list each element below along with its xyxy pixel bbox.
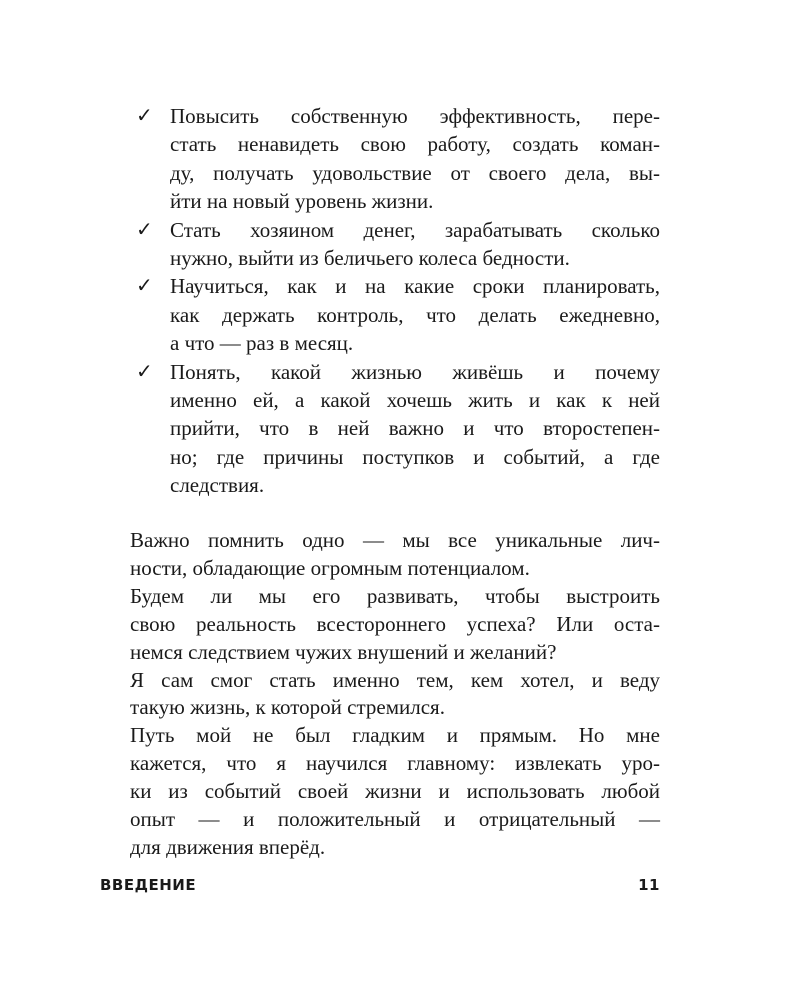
bullet-text-line: следствия.: [170, 473, 265, 498]
bullet-text-line: прийти, что в ней важно и что второстепен-: [170, 416, 660, 441]
paragraph-line: ности, обладающие огромным потенциалом.: [130, 555, 530, 580]
bullet-text-line: стать ненавидеть свою работу, создать коман-: [170, 132, 660, 157]
check-icon: ✓: [136, 105, 153, 127]
paragraph-line: Путь мой не был гладким и прямым. Но мне: [130, 723, 660, 748]
paragraph-line: свою реальность всестороннего успеха? Или оста-: [130, 611, 660, 636]
bullet-text-line: Стать хозяином денег, зарабатывать сколько: [170, 217, 660, 242]
bullet-text-line: именно ей, а какой хочешь жить и как к ней: [170, 388, 660, 412]
paragraph-line: опыт — и положительный и отрицательный —: [130, 807, 660, 831]
paragraph-line: Важно помнить одно — мы все уникальные лич-: [130, 528, 660, 552]
bullet-text-line: как держать контроль, что делать ежедневно,: [170, 302, 660, 327]
paragraph-line: немся следствием чужих внушений и желаний?: [130, 639, 557, 664]
paragraph-line: такую жизнь, к которой стремился.: [130, 695, 445, 720]
running-footer-section: ВВЕДЕНИЕ: [100, 876, 197, 894]
check-icon: ✓: [136, 360, 153, 383]
check-icon: ✓: [136, 275, 153, 298]
bullet-text-line: ду, получать удовольствие от своего дела, вы-: [170, 160, 660, 185]
paragraph-line: Будем ли мы его развивать, чтобы выстроить: [130, 583, 660, 608]
paragraph-line: Я сам смог стать именно тем, кем хотел, и веду: [130, 667, 660, 692]
bullet-text-line: Повысить собственную эффективность, пере-: [170, 104, 660, 128]
bullet-text-line: нужно, выйти из беличьего колеса бедности.: [170, 246, 570, 270]
bullet-text-line: Понять, какой жизнью живёшь и почему: [170, 359, 660, 384]
bullet-text-line: а что — раз в месяц.: [170, 331, 354, 356]
check-icon: ✓: [136, 218, 153, 241]
paragraph-line: кажется, что я научился главному: извлекать уро-: [130, 751, 660, 776]
paragraph-line: для движения вперёд.: [130, 834, 326, 859]
bullet-text-line: Научиться, как и на какие сроки планировать,: [170, 274, 660, 299]
paragraph-line: ки из событий своей жизни и использовать любой: [130, 779, 660, 804]
page-number: 11: [638, 876, 660, 894]
bullet-text-line: йти на новый уровень жизни.: [170, 189, 434, 214]
bullet-text-line: но; где причины поступков и событий, а где: [170, 444, 660, 469]
